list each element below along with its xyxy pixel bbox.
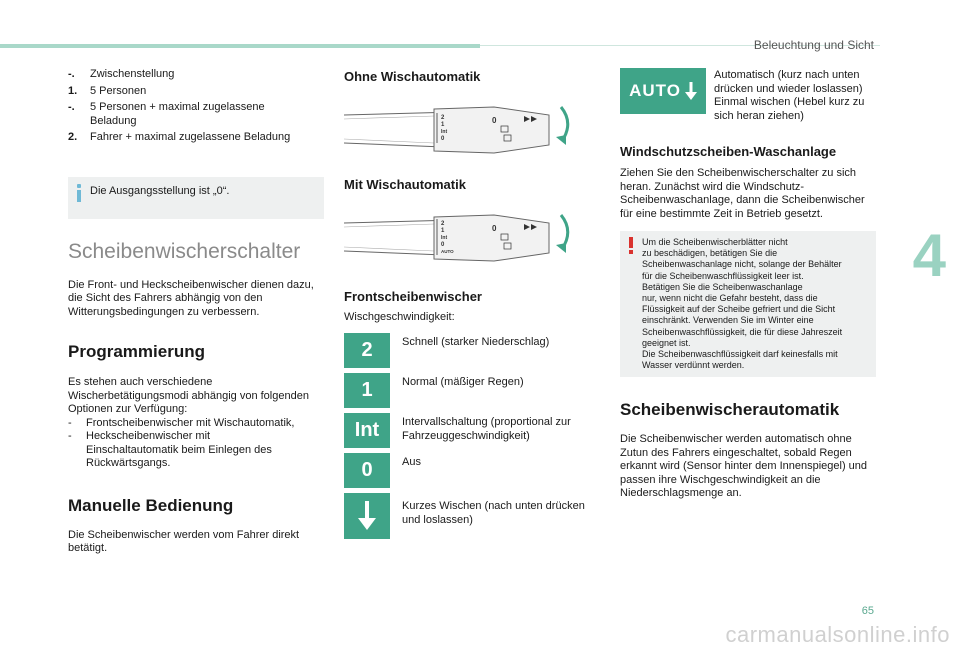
- speed-row: [344, 333, 602, 368]
- column-middle: [344, 68, 602, 539]
- speed-text: Schnell (starker Niederschlag): [402, 335, 550, 348]
- washer-title: Windschutzscheiben-Waschanlage: [620, 144, 837, 159]
- auto-mode-row: [620, 68, 876, 123]
- lever-label-1: 1: [441, 122, 445, 128]
- speed-label: Wischgeschwindigkeit:: [344, 311, 455, 323]
- washer-text: Ziehen Sie den Scheibenwischerschalter zu sich heran. Zunächst wird die Windschutz-Scheibenwaschanlage, dann die Scheibenwischer für eine bestimmte Zeit in Betrieb gesetzt.: [620, 167, 865, 220]
- speed-list: [344, 333, 602, 539]
- speed-badge: 1: [344, 373, 390, 408]
- auto-badge-label: AUTO: [629, 81, 681, 100]
- speed-row: [344, 373, 602, 408]
- warning-line: Scheibenwaschanlage nicht, solange der Behälter: [642, 259, 842, 270]
- list-text: Fahrer + maximal zugelassene Beladung: [90, 131, 291, 143]
- warning-line: geeignet ist.: [642, 337, 691, 348]
- warning-line: Betätigen Sie die Scheibenwaschanlage: [642, 281, 803, 292]
- chapter-number: 4: [912, 222, 946, 289]
- speed-badge: 0: [344, 453, 390, 488]
- wiper-lever-auto-illustration: [344, 207, 574, 267]
- speed-text: Kurzes Wischen (nach unten drücken und loslassen): [402, 499, 585, 526]
- speed-row: [344, 493, 602, 539]
- speed-badge: Int: [344, 413, 390, 448]
- warning-line: einschränkt. Verwenden Sie im Winter eine: [642, 315, 814, 326]
- wiper-lever-illustration: [344, 99, 574, 159]
- arrow-down-icon: [685, 82, 697, 100]
- speed-text: Intervallschaltung (proportional zur Fahrzeuggeschwindigkeit): [402, 415, 571, 442]
- lever-label-2: 2: [441, 115, 445, 121]
- warning-icon: [629, 237, 633, 254]
- list-key: 1.: [68, 84, 78, 97]
- manual-title: Manuelle Bedienung: [68, 495, 234, 515]
- manual-text: Die Scheibenwischer werden vom Fahrer direkt betätigt.: [68, 528, 300, 554]
- auto-badge: [620, 68, 706, 114]
- column-left: [68, 68, 324, 556]
- lever-label-int: Int: [441, 129, 448, 135]
- column-right: [620, 68, 876, 501]
- list-text: Frontscheibenwischer mit Wischautomatik,: [86, 416, 295, 429]
- programming-title: Programmierung: [68, 342, 205, 361]
- list-key: 2.: [68, 131, 78, 143]
- programming-text: Es stehen auch verschiedene Wischerbetätigungsmodi abhängig von folgenden Optionen zur Verfügung:: [68, 376, 309, 415]
- speed-text: Normal (mäßiger Regen): [402, 375, 524, 388]
- list-text: 5 Personen + maximal zugelassene Beladung: [90, 101, 265, 127]
- with-auto-title: Mit Wischautomatik: [344, 177, 466, 192]
- warning-line: Flüssigkeit auf der Scheibe gefriert und die Sicht: [642, 304, 836, 315]
- list-text: Zwischenstellung: [90, 68, 175, 80]
- auto-wiper-text: Die Scheibenwischer werden automatisch ohne Zutun des Fahrers eingeschaltet, sobald Regen erkannt wird (Sensor hinter dem Innenspiegel) und passen ihre Wischgeschwindigkeit an die Niederschlagsmenge an.: [620, 433, 868, 500]
- arrow-down-icon: [344, 493, 390, 539]
- speed-row: [344, 453, 602, 488]
- warning-line: Wasser verdünnt werden.: [642, 360, 745, 371]
- info-icon: [77, 184, 81, 202]
- info-box: [68, 177, 324, 219]
- list-item: [68, 85, 324, 99]
- list-text: 5 Personen: [90, 84, 147, 97]
- warning-box: [620, 231, 876, 377]
- list-item: [68, 101, 324, 128]
- info-text: Die Ausgangsstellung ist „0“.: [90, 184, 230, 197]
- speed-text: Aus: [402, 455, 421, 468]
- list-item: [68, 68, 324, 82]
- lever-label-int: Int: [441, 235, 448, 241]
- lever-label-0: 0: [441, 242, 445, 248]
- list-key: -.: [68, 101, 75, 113]
- list-key: -.: [68, 68, 75, 80]
- without-auto-title: Ohne Wischautomatik: [344, 69, 481, 84]
- page-number: 65: [861, 605, 874, 617]
- lever-rear-label-0: 0: [492, 116, 497, 125]
- main-title: Scheibenwischerschalter: [68, 239, 301, 263]
- load-list: [68, 68, 324, 145]
- warning-line: Um die Scheibenwischerblätter nicht: [642, 237, 788, 247]
- auto-wiper-title: Scheibenwischerautomatik: [620, 400, 840, 420]
- watermark: carmanualsonline.info: [725, 622, 950, 647]
- auto-mode-text: Automatisch (kurz nach unten drücken und wieder loslassen) Einmal wischen (Hebel kurz zu sich heran ziehen): [714, 69, 865, 122]
- speed-badge: 2: [344, 333, 390, 368]
- warning-line: zu beschädigen, betätigen Sie die: [642, 248, 778, 259]
- lever-label-auto: AUTO: [441, 249, 454, 254]
- lever-label-0: 0: [441, 136, 445, 142]
- list-item: [68, 131, 324, 145]
- section-title: Beleuchtung und Sicht: [753, 38, 874, 52]
- list-item: - Heckscheibenwischer mit Einschaltautomatik beim Einlegen des Rückwärtsgangs.: [68, 430, 324, 471]
- warning-line: Scheibenwaschflüssigkeit, die für diese Jahreszeit: [642, 326, 843, 337]
- warning-line: für die Scheibenwaschflüssigkeit leer ist.: [642, 270, 804, 281]
- warning-line: Die Scheibenwaschflüssigkeit darf keinesfalls mit: [642, 349, 838, 360]
- speed-row: [344, 413, 602, 448]
- lever-label-1: 1: [441, 228, 445, 234]
- lever-rear-label-0: 0: [492, 224, 497, 233]
- intro-text: Die Front- und Heckscheibenwischer dienen dazu, die Sicht des Fahrers abhängig von den Witterungsbedingungen zu verbessern.: [68, 278, 314, 318]
- lever-label-2: 2: [441, 221, 445, 227]
- warning-line: nur, wenn nicht die Gefahr besteht, dass die: [642, 293, 818, 304]
- list-item: - Frontscheibenwischer mit Wischautomatik,: [68, 417, 324, 431]
- header-accent-bar: [0, 44, 480, 48]
- list-text: Heckscheibenwischer mit Einschaltautomatik beim Einlegen des Rückwärtsgangs.: [86, 430, 272, 469]
- front-wiper-title: Frontscheibenwischer: [344, 289, 482, 304]
